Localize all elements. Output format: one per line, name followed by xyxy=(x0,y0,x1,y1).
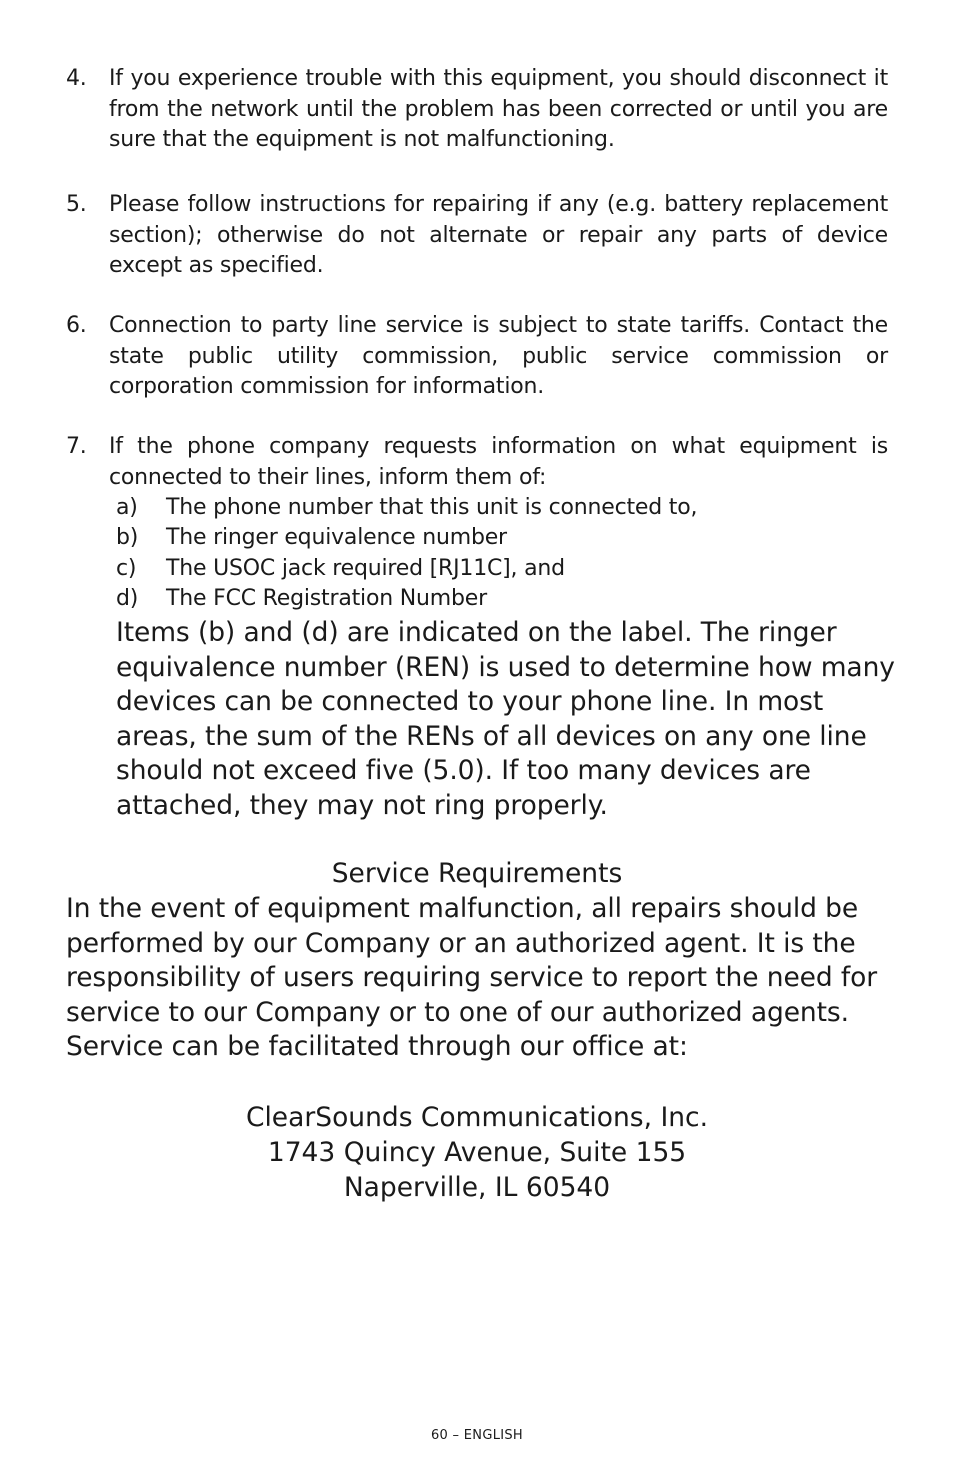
list-item-text: Connection to party line service is subject to state tariffs. Contact the state public utility commission, public service commission or corporation commission for information. xyxy=(109,313,888,399)
sub-item-d xyxy=(116,584,487,615)
list-item-text: If you experience trouble with this equipment, you should disconnect it from the network until the problem has been corrected or until you are sure that the equipment is not malfunctioning. xyxy=(109,66,888,152)
company-name: ClearSounds Communications, Inc. xyxy=(245,1102,709,1133)
city-state-zip: Naperville, IL 60540 xyxy=(343,1172,611,1203)
sub-item-text: The ringer equivalence number xyxy=(166,525,507,550)
list-item-7 xyxy=(66,432,888,493)
sub-item-c xyxy=(116,554,565,585)
ren-note-paragraph: Items (b) and (d) are indicated on the label. The ringer equivalence number (REN) is used to determine how many devices can be connected to your phone line. In most areas, the sum of the RENs of all devices on any one line should not exceed five (5.0). If too many devices are attached, they may not ring properly. xyxy=(116,617,895,821)
sub-item-text: The phone number that this unit is connected to, xyxy=(166,495,698,520)
sub-item-text: The USOC jack required [RJ11C], and xyxy=(166,556,565,581)
sub-item-letter: a) xyxy=(116,495,138,520)
list-item-6 xyxy=(66,311,888,403)
sub-item-text: The FCC Registration Number xyxy=(166,586,487,611)
sub-item-letter: d) xyxy=(116,586,139,611)
list-item-text: If the phone company requests information on what equipment is connected to their lines, inform them of: xyxy=(109,434,888,490)
list-item-number: 4. xyxy=(66,66,87,91)
page-footer: 60 – ENGLISH xyxy=(430,1428,524,1443)
list-item-number: 6. xyxy=(66,313,87,338)
service-requirements-paragraph: In the event of equipment malfunction, all repairs should be performed by our Company or an authorized agent. It is the responsibility of users requiring service to report the need for service to our Company or to one of our authorized agents. Service can be facilitated through our office at: xyxy=(66,893,878,1063)
list-item-number: 7. xyxy=(66,434,87,459)
sub-item-a xyxy=(116,493,697,524)
list-item-text: Please follow instructions for repairing if any (e.g. battery replacement section); otherwise do not alternate or repair any parts of device except as specified. xyxy=(109,192,888,278)
list-item-5 xyxy=(66,190,888,282)
list-item-4 xyxy=(66,64,888,156)
sub-item-b xyxy=(116,523,507,554)
sub-item-letter: b) xyxy=(116,525,139,550)
list-item-number: 5. xyxy=(66,192,87,217)
company-address xyxy=(0,1100,954,1205)
street-address: 1743 Quincy Avenue, Suite 155 xyxy=(267,1137,687,1168)
service-requirements-heading: Service Requirements xyxy=(331,858,623,889)
sub-item-letter: c) xyxy=(116,556,137,581)
